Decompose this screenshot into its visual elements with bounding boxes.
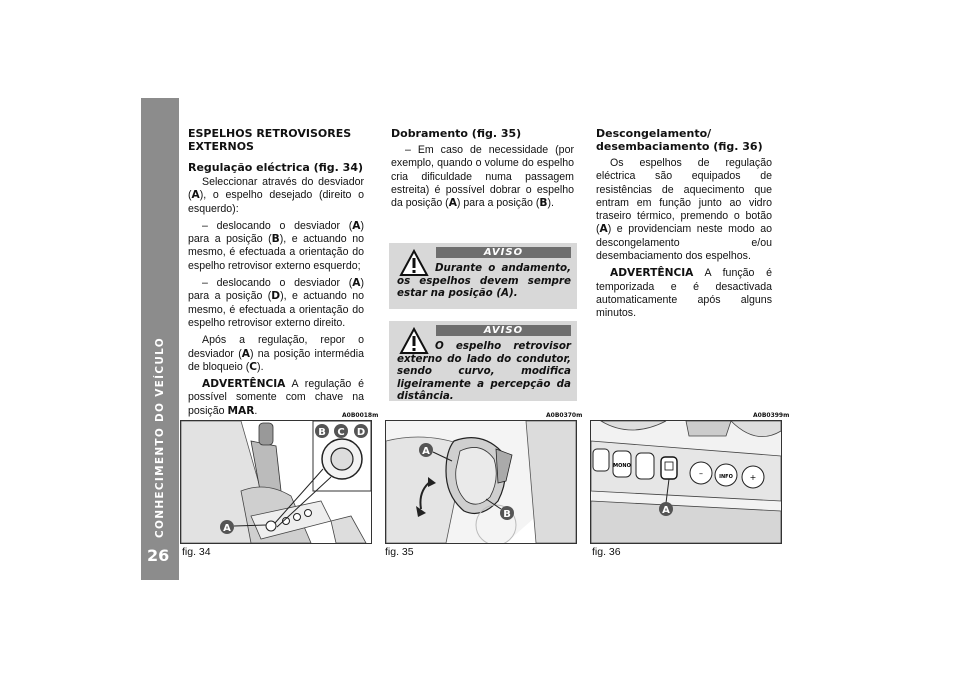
page-number: 26 (147, 546, 170, 565)
warning-title: AVISO (436, 325, 571, 336)
callout-c (334, 424, 348, 438)
paragraph: – deslocando o desviador (A) para a posição (D), e actuando no mesmo, é efectuada a orientação do espelho retrovisor externo direito. (188, 277, 364, 329)
figure-35-illustration (386, 421, 576, 543)
subheading: Regulação eléctrica (fig. 34) (188, 161, 363, 174)
figure-36-illustration (591, 421, 781, 543)
figure-code: A0B0018m (342, 412, 379, 419)
column-1 (188, 127, 364, 422)
warning-text: Durante o andamento, os espelhos devem sempre estar na posição (A). (397, 262, 571, 299)
figure-34 (180, 420, 372, 544)
svg-text:A: A (662, 505, 670, 516)
warning-box (389, 321, 577, 401)
section-title: CONHECIMENTO DO VEÍCULO (154, 336, 166, 538)
callout-b (315, 424, 329, 438)
column-2 (391, 127, 574, 214)
paragraph: Após a regulação, repor o desviador (A) na posição intermédia de bloqueio (C). (188, 334, 365, 373)
callout-d (354, 424, 368, 438)
figure-34-illustration (181, 421, 371, 543)
warning-box (389, 243, 577, 309)
column-3 (596, 127, 772, 325)
warning-text: O espelho retrovisor externo do lado do condutor, sendo curvo, modifica ligeiramente a percepção da distância. (397, 340, 571, 402)
callout-a (659, 502, 673, 516)
paragraph: Seleccionar através do desviador (A), o espelho desejado (direito o esquerdo): (188, 176, 364, 215)
info-button-label: INFO (719, 474, 733, 480)
figure-caption: fig. 34 (182, 546, 211, 558)
figure-caption: fig. 35 (385, 546, 414, 558)
svg-text:C: C (337, 427, 345, 438)
paragraph: – Em caso de necessidade (por exemplo, quando o volume do espelho cria dificuldade numa passagem estreita) é possível dobrar o espelho da posição (A) para a posição (B). (391, 144, 574, 210)
svg-text:D: D (356, 427, 366, 438)
figure-36 (590, 420, 782, 544)
minus-button-label: – (699, 469, 703, 478)
subheading: Descongelamento/ desembaciamento (fig. 36) (596, 127, 763, 153)
subheading: Dobramento (fig. 35) (391, 127, 522, 140)
warning-title: AVISO (436, 247, 571, 258)
paragraph: ADVERTÊNCIA A regulação é possível somente com chave na posição MAR. (188, 378, 364, 417)
callout-b (500, 506, 514, 520)
paragraph: ADVERTÊNCIA A função é temporizada e é desactivada automaticamente após alguns minutos. (596, 267, 772, 320)
svg-text:A: A (223, 523, 231, 534)
paragraph: Os espelhos de regulação eléctrica são equipados de resistências de aquecimento que entram em função junto ao vidro traseiro térmico, premendo o botão (A) e providenciam neste modo ao descongelamento e/ou desembaciamento dos espelhos. (596, 157, 772, 263)
plus-button-label: + (749, 473, 757, 482)
mono-button-label: MONO (613, 463, 631, 469)
svg-text:B: B (318, 427, 326, 438)
callout-a (220, 520, 234, 534)
figure-code: A0B0370m (546, 412, 583, 419)
svg-text:B: B (503, 509, 511, 520)
figure-35 (385, 420, 577, 544)
figure-caption: fig. 36 (592, 546, 621, 558)
section-heading: ESPELHOS RETROVISORES EXTERNOS (188, 127, 352, 153)
figure-code: A0B0399m (753, 412, 790, 419)
svg-text:A: A (422, 446, 430, 457)
callout-a (419, 443, 433, 457)
paragraph: – deslocando o desviador (A) para a posição (B), e actuando no mesmo, é efectuada a orientação do espelho retrovisor externo esquerdo; (188, 219, 364, 272)
